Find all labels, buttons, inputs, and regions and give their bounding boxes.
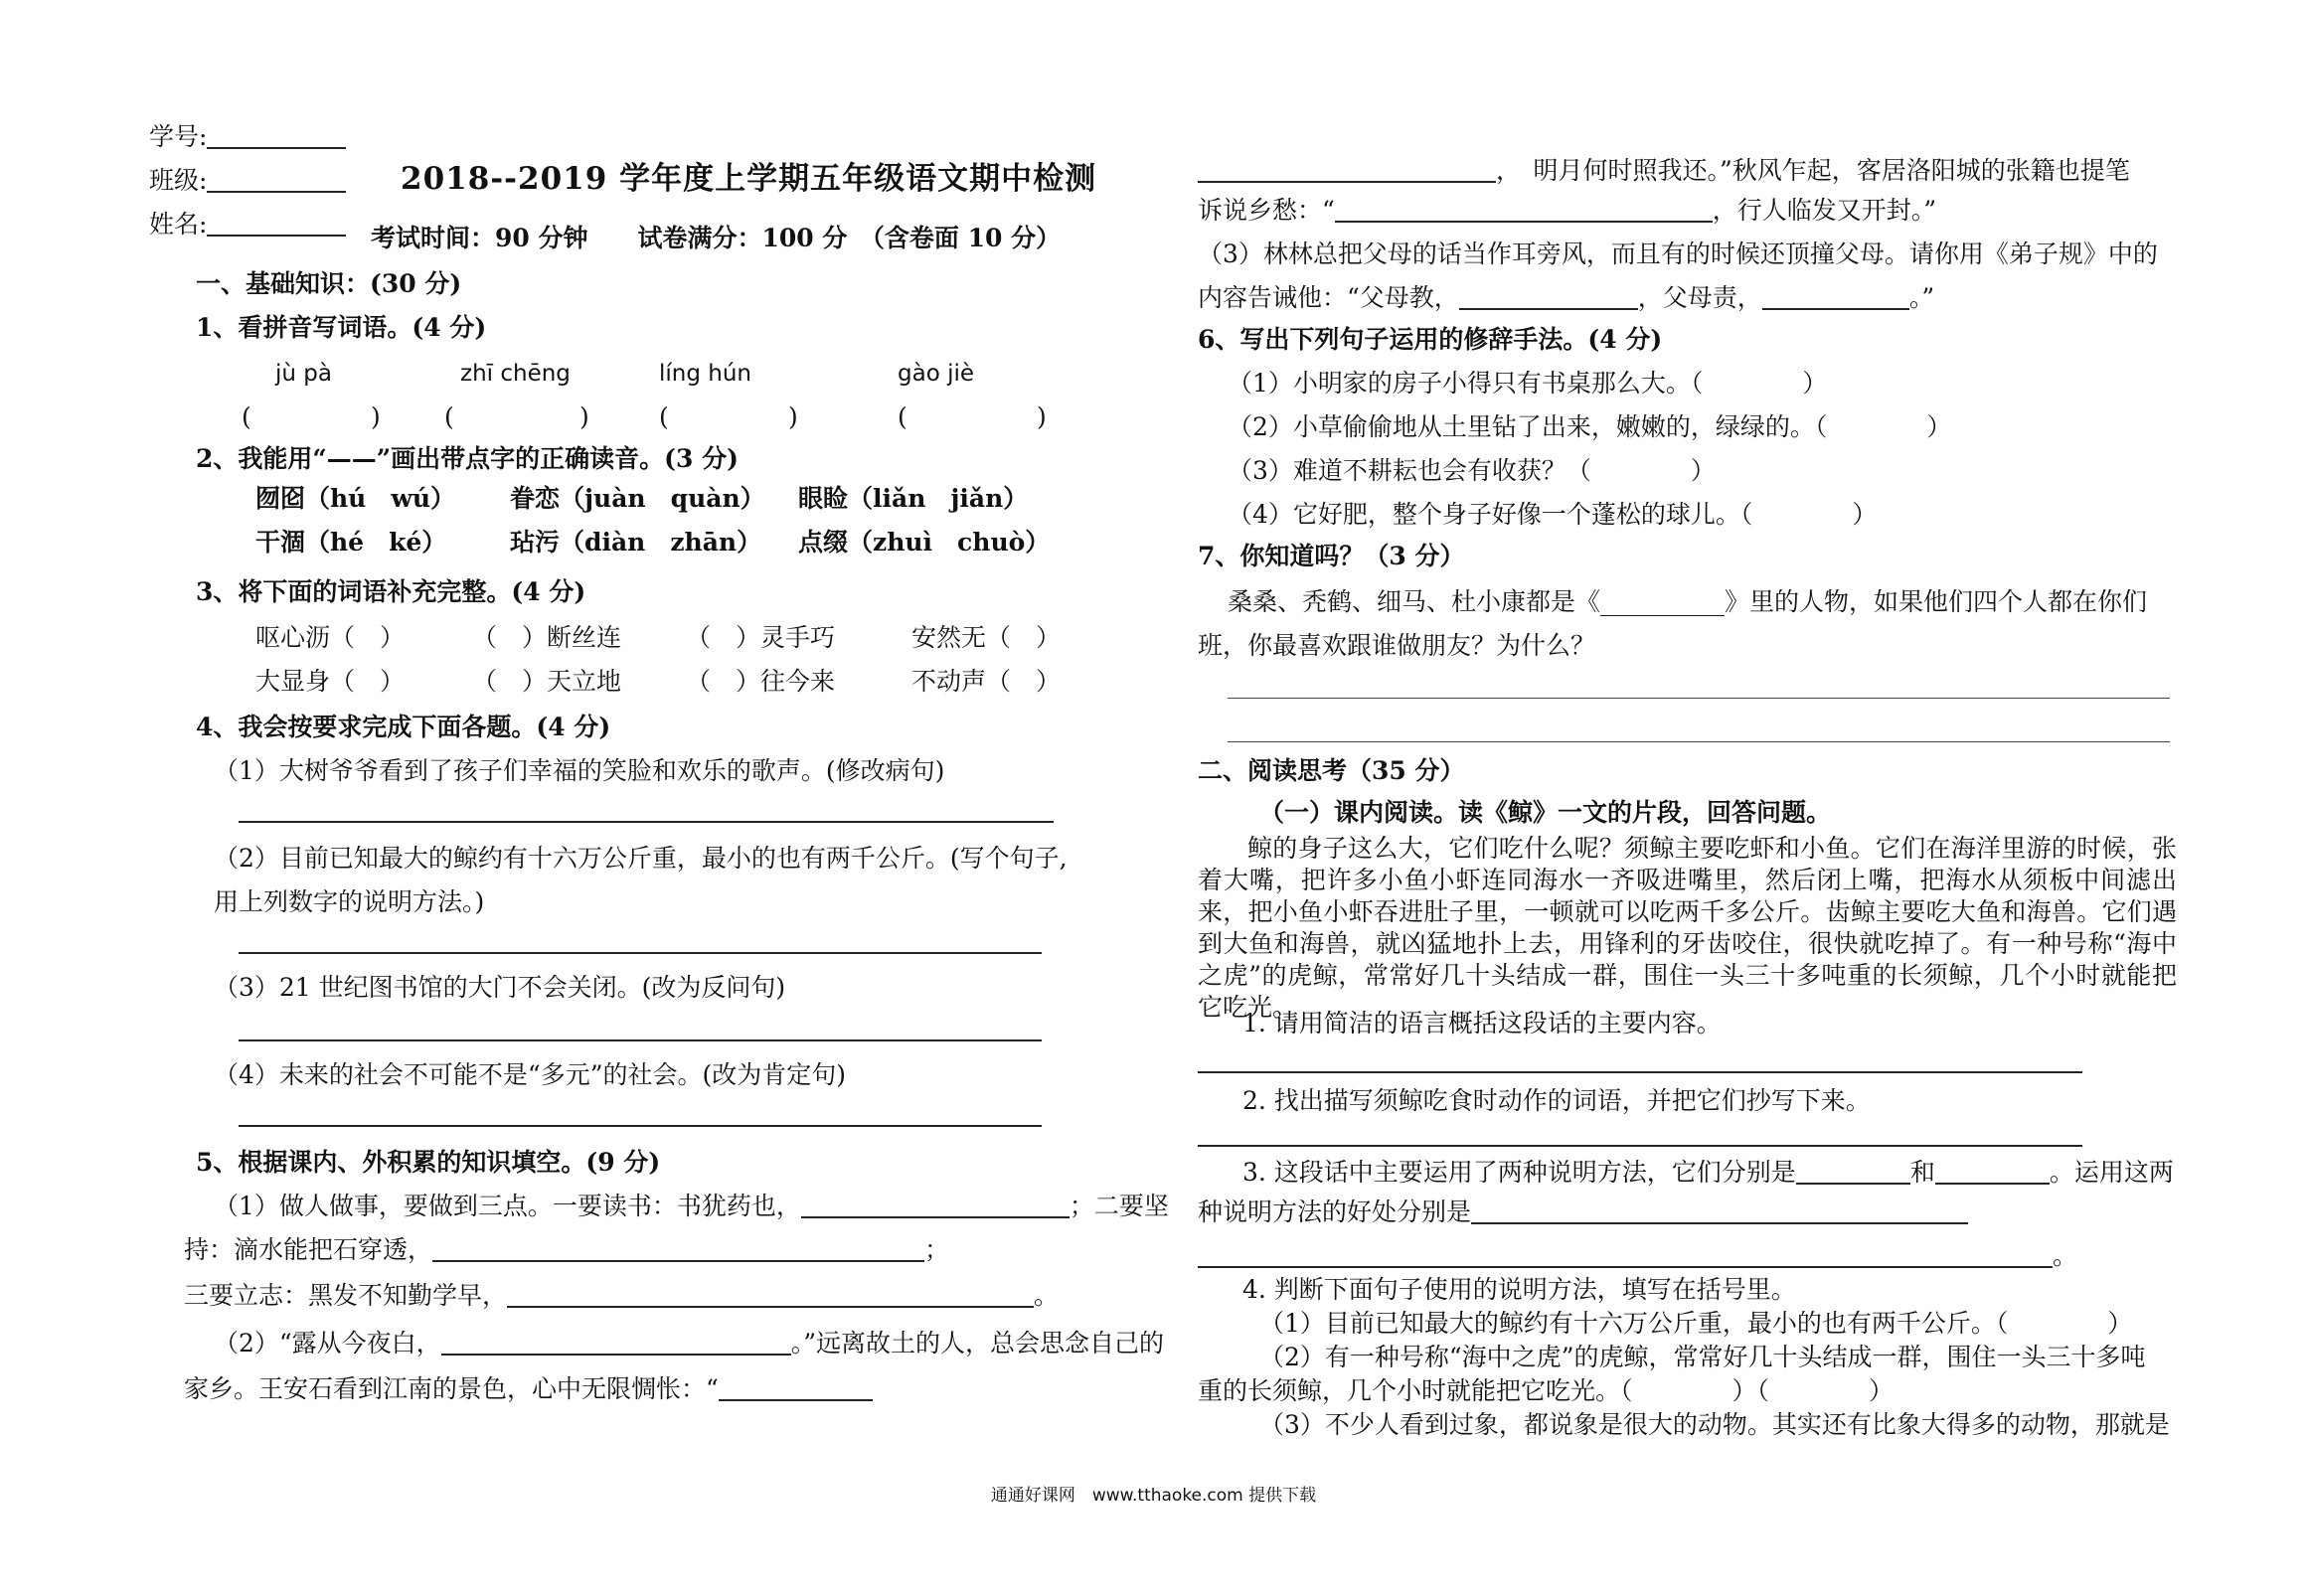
answer-line-4-2[interactable] (239, 952, 1042, 954)
idiom-item-5[interactable]: 大显身（ ） (255, 667, 406, 696)
idiom-item-3[interactable]: （ ）灵手巧 (686, 623, 836, 652)
blank-r1[interactable] (1198, 155, 1496, 183)
pinyin-3: líng hún (659, 361, 751, 387)
rhetoric-item-2[interactable]: （2）小草偷偷地从土里钻了出来，嫩嫩的，绿绿的。（ ） (1228, 412, 1952, 441)
blank-r4b[interactable] (1762, 282, 1909, 310)
answer-box-1-close: ) (371, 402, 381, 431)
question-4-4: （4）未来的社会不可能不是“多元”的社会。(改为肯定句) (214, 1060, 846, 1089)
pronunciation-item-6[interactable]: 点缀（zhuì chuò） (798, 528, 1051, 557)
pronunciation-item-3[interactable]: 眼睑（liǎn jiǎn） (798, 484, 1029, 513)
reading-question-2: 2. 找出描写须鲸吃食时动作的词语，并把它们抄写下来。 (1242, 1086, 1871, 1115)
class-blank[interactable] (207, 165, 346, 193)
question-7: 7、你知道吗？（3 分） (1198, 542, 1465, 570)
question-7-line1: 桑桑、秃鹤、细马、杜小康都是《__________》里的人物，如果他们四个人都在你们 (1228, 587, 2148, 616)
name-blank[interactable] (207, 209, 346, 237)
right-line-3: （3）林林总把父母的话当作耳旁风，而且有的时候还顶撞父母。请你用《弟子规》中的 (1198, 239, 2158, 268)
answer-line-7a[interactable] (1228, 698, 2170, 699)
answer-box-4-open[interactable]: ( (898, 402, 907, 431)
blank-p3b[interactable] (1935, 1157, 2050, 1185)
reading-question-3-line2: 种说明方法的好处分别是 (1198, 1197, 1968, 1228)
idiom-item-6[interactable]: （ ）天立地 (472, 667, 622, 696)
reading-question-3-line1: 3. 这段话中主要运用了两种说明方法，它们分别是 和 。运用这两 (1242, 1158, 2174, 1187)
reading-question-4-3: （3）不少人看到过象，都说象是很大的动物。其实还有比象大得多的动物，那就是 (1259, 1410, 2170, 1439)
blank-p3d[interactable] (1198, 1240, 2053, 1268)
idiom-item-4[interactable]: 安然无（ ） (911, 623, 1062, 652)
student-id-field: 学号: (149, 121, 346, 153)
rhetoric-item-3[interactable]: （3）难道不耕耘也会有收获？（ ） (1228, 456, 1716, 485)
pinyin-1: jù pà (275, 361, 332, 387)
blank-5-1c[interactable] (507, 1280, 1034, 1308)
answer-box-4-close: ) (1037, 402, 1047, 431)
question-3: 3、将下面的词语补充完整。(4 分) (196, 577, 586, 606)
reading-question-4-2-line1: （2）有一种号称“海中之虎”的虎鲸，常常好几十头结成一群，围住一头三十多吨 (1259, 1343, 2146, 1371)
rhetoric-item-4[interactable]: （4）它好肥，整个身子好像一个蓬松的球儿。（ ） (1228, 500, 1878, 529)
pronunciation-item-2[interactable]: 眷恋（juàn quàn） (510, 484, 765, 513)
question-7-line2: 班，你最喜欢跟谁做朋友？为什么？ (1198, 631, 1596, 660)
answer-line-4-3[interactable] (239, 1039, 1042, 1041)
question-1: 1、看拼音写词语。(4 分) (196, 313, 487, 342)
reading-question-3-line3: 。 (1198, 1240, 2077, 1272)
page-footer: 通通好课网 www.tthaoke.com 提供下载 (990, 1486, 1317, 1506)
right-line-2: 诉说乡愁：“ ，行人临发又开封。” (1198, 196, 1937, 225)
answer-box-2-close: ) (579, 402, 589, 431)
idiom-item-2[interactable]: （ ）断丝连 (472, 623, 622, 652)
section-2-heading: 二、阅读思考（35 分） (1198, 756, 1465, 785)
question-5-1-line2: 持：滴水能把石穿透， ； (184, 1235, 950, 1264)
exam-subtitle: 考试时间：90 分钟 试卷满分：100 分 （含卷面 10 分） (371, 224, 1062, 252)
answer-line-p2[interactable] (1198, 1145, 2082, 1147)
question-4-2-line1: （2）目前已知最大的鲸约有十六万公斤重，最小的也有两千公斤。(写个句子, (214, 844, 1068, 873)
question-5-2-line2: 家乡。王安石看到江南的景色，心中无限惆怅：“ (184, 1373, 873, 1405)
exam-title: 2018--2019 学年度上学期五年级语文期中检测 (401, 161, 1097, 197)
reading-intro: （一）课内阅读。读《鲸》一文的片段，回答问题。 (1259, 798, 1832, 827)
reading-passage: 鲸的身子这么大，它们吃什么呢？须鲸主要吃虾和小鱼。它们在海洋里游的时候，张着大嘴，把许多小鱼小虾连同海水一齐吸进嘴里，然后闭上嘴，把海水从须板中间滤出来，把小鱼小虾吞进肚子里，一顿就可以吃两千多公斤。齿鲸主要吃大鱼和海兽。它们遇到大鱼和海兽，就凶猛地扑上去，用锋利的牙齿咬住，很快就吃掉了。有一种号称“海中之虎”的虎鲸，常常好几十头结成一群，围住一头三十多吨重的长须鲸，几个小时就能把它吃光。 (1198, 834, 2177, 1022)
answer-box-3-open[interactable]: ( (659, 402, 669, 431)
question-6: 6、写出下列句子运用的修辞手法。(4 分) (1198, 325, 1663, 354)
answer-box-2-open[interactable]: ( (444, 402, 454, 431)
question-5-1-line3: 三要立志：黑发不知勤学早， 。 (184, 1281, 1060, 1310)
blank-r2[interactable] (1335, 195, 1713, 223)
reading-question-4: 4. 判断下面句子使用的说明方法，填写在括号里。 (1242, 1275, 1796, 1304)
student-id-blank[interactable] (207, 121, 346, 149)
blank-5-1a[interactable] (801, 1191, 1070, 1218)
reading-question-4-2-line2[interactable]: 重的长须鲸，几个小时就能把它吃光。（ ）（ ） (1198, 1376, 1895, 1405)
blank-5-2a[interactable] (441, 1328, 791, 1356)
reading-question-4-1[interactable]: （1）目前已知最大的鲸约有十六万公斤重，最小的也有两千公斤。（ ） (1259, 1309, 2133, 1338)
pronunciation-item-1[interactable]: 囫囵（hú wú） (255, 484, 456, 513)
name-field: 姓名: (149, 209, 346, 240)
question-4-2-line2: 用上列数字的说明方法。) (214, 887, 485, 916)
question-4-3: （3）21 世纪图书馆的大门不会关闭。(改为反问句) (214, 973, 786, 1002)
blank-5-2b[interactable] (719, 1373, 873, 1401)
pinyin-4: gào jiè (898, 361, 975, 387)
blank-p3a[interactable] (1796, 1157, 1910, 1185)
answer-line-4-1[interactable] (239, 821, 1054, 823)
blank-p3c[interactable] (1471, 1197, 1968, 1224)
right-line-1: ， 明月何时照我还。”秋风乍起，客居洛阳城的张籍也提笔 (1198, 155, 2130, 187)
question-5-1-line1: （1）做人做事，要做到三点。一要读书：书犹药也， ；二要坚 (214, 1192, 1169, 1220)
idiom-item-1[interactable]: 呕心沥（ ） (255, 623, 406, 652)
answer-line-7b[interactable] (1228, 741, 2170, 742)
question-2: 2、我能用“——”画出带点字的正确读音。(3 分) (196, 444, 739, 473)
rhetoric-item-1[interactable]: （1）小明家的房子小得只有书桌那么大。（ ） (1228, 369, 1828, 398)
blank-r4a[interactable] (1459, 282, 1638, 310)
right-line-4: 内容告诫他：“父母教， ，父母责， 。” (1198, 283, 1935, 312)
pronunciation-item-5[interactable]: 玷污（diàn zhān） (510, 528, 762, 557)
answer-box-3-close: ) (788, 402, 798, 431)
question-5: 5、根据课内、外积累的知识填空。(9 分) (196, 1148, 661, 1177)
answer-line-p1[interactable] (1198, 1071, 2082, 1073)
question-5-2-line1: （2）“露从今夜白， 。”远离故土的人，总会思念自己的 (214, 1329, 1164, 1357)
question-4-1: （1）大树爷爷看到了孩子们幸福的笑脸和欢乐的歌声。(修改病句) (214, 756, 945, 785)
pronunciation-item-4[interactable]: 干涸（hé ké） (255, 528, 447, 557)
class-field: 班级: (149, 165, 346, 197)
answer-box-1-open[interactable]: ( (242, 402, 251, 431)
idiom-item-7[interactable]: （ ）往今来 (686, 667, 836, 696)
reading-question-1: 1. 请用简洁的语言概括这段话的主要内容。 (1242, 1009, 1722, 1037)
question-4: 4、我会按要求完成下面各题。(4 分) (196, 713, 611, 741)
idiom-item-8[interactable]: 不动声（ ） (911, 667, 1062, 696)
section-1-heading: 一、基础知识：(30 分) (196, 269, 462, 298)
pinyin-2: zhī chēng (460, 361, 571, 387)
blank-5-1b[interactable] (432, 1234, 924, 1262)
answer-line-4-4[interactable] (239, 1125, 1042, 1127)
